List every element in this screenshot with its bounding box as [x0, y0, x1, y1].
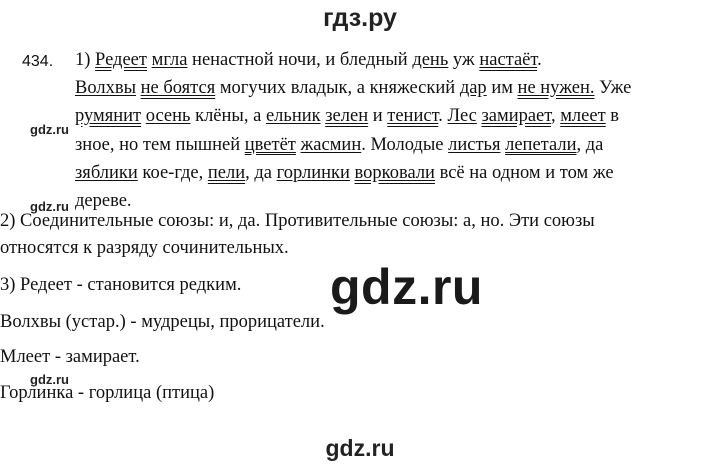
predicate-word: румянит: [75, 106, 142, 127]
subject-word: Волхвы: [75, 78, 136, 99]
definition-redeet: 3) Редеет - становится редким.: [0, 275, 242, 295]
plain-text: . Молодые: [361, 134, 449, 155]
paragraph-line: [75, 74, 631, 102]
subject-word: листья: [448, 134, 501, 155]
paragraph-line: [75, 46, 631, 74]
plain-text: всё на одном и том же: [434, 162, 614, 183]
plain-text: .: [438, 106, 448, 127]
plain-text: зное, но тем пышней: [75, 134, 245, 155]
small-watermark: gdz.ru: [30, 122, 69, 137]
subject-word: ельник: [265, 106, 321, 127]
predicate-word: не боятся: [140, 78, 216, 99]
subject-word: горлинки: [276, 162, 350, 183]
exercise-paragraph: [75, 46, 631, 215]
subject-word: день: [412, 50, 449, 70]
subject-word: дар: [459, 78, 487, 99]
predicate-word: тенист: [387, 106, 439, 127]
plain-text: , да: [576, 134, 604, 155]
predicate-word: пели: [207, 162, 246, 183]
subject-word: мгла: [151, 50, 188, 70]
predicate-word: лепетали: [505, 134, 577, 155]
plain-text: кое-где,: [137, 162, 208, 183]
predicate-word: зелен: [325, 106, 369, 127]
predicate-word: не нужен.: [517, 78, 595, 99]
predicate-word: ворковали: [354, 162, 435, 183]
small-watermark: gdz.ru: [30, 372, 69, 387]
small-watermark: gdz.ru: [30, 199, 69, 214]
site-footer: gdz.ru: [325, 435, 395, 461]
plain-text: ненастной ночи, и бледный: [187, 50, 413, 70]
definition-volkhvy: Волхвы (устар.) - мудрецы, прорицатели.: [0, 312, 325, 332]
plain-text: дереве.: [75, 190, 132, 211]
subject-word: осень: [145, 106, 191, 127]
paragraph-line: [75, 102, 631, 130]
plain-text: Уже: [594, 78, 632, 99]
predicate-word: настаёт: [479, 50, 538, 70]
main-watermark: gdz.ru: [330, 259, 483, 315]
plain-text: , да: [245, 162, 277, 183]
subject-word: жасмин: [300, 134, 362, 155]
plain-text: 1): [75, 50, 96, 70]
definition-mleet: Млеет - замирает.: [0, 347, 140, 367]
conjunctions-line-2: относятся к разряду сочинительных.: [0, 238, 289, 258]
plain-text: .: [537, 50, 542, 70]
plain-text: в: [605, 106, 620, 127]
predicate-word: млеет: [560, 106, 606, 127]
subject-word: зяблики: [75, 162, 138, 183]
predicate-word: замирает: [481, 106, 551, 127]
plain-text: им: [486, 78, 518, 99]
definition-gorlinka: Горлинка - горлица (птица): [0, 383, 215, 403]
paragraph-line: [75, 131, 631, 159]
paragraph-line: [75, 159, 631, 187]
plain-text: и: [368, 106, 388, 127]
site-header: гдз.ру: [323, 4, 397, 32]
predicate-word: Редеет: [95, 50, 147, 70]
plain-text: могучих владык, а княжеский: [215, 78, 460, 99]
plain-text: ,: [550, 106, 561, 127]
exercise-number: 434.: [22, 53, 54, 70]
subject-word: Лес: [447, 106, 477, 127]
conjunctions-line-1: 2) Соединительные союзы: и, да. Противительные союзы: а, но. Эти союзы: [0, 211, 595, 231]
predicate-word: цветёт: [244, 134, 296, 155]
plain-text: клёны, а: [190, 106, 266, 127]
plain-text: уж: [448, 50, 480, 70]
